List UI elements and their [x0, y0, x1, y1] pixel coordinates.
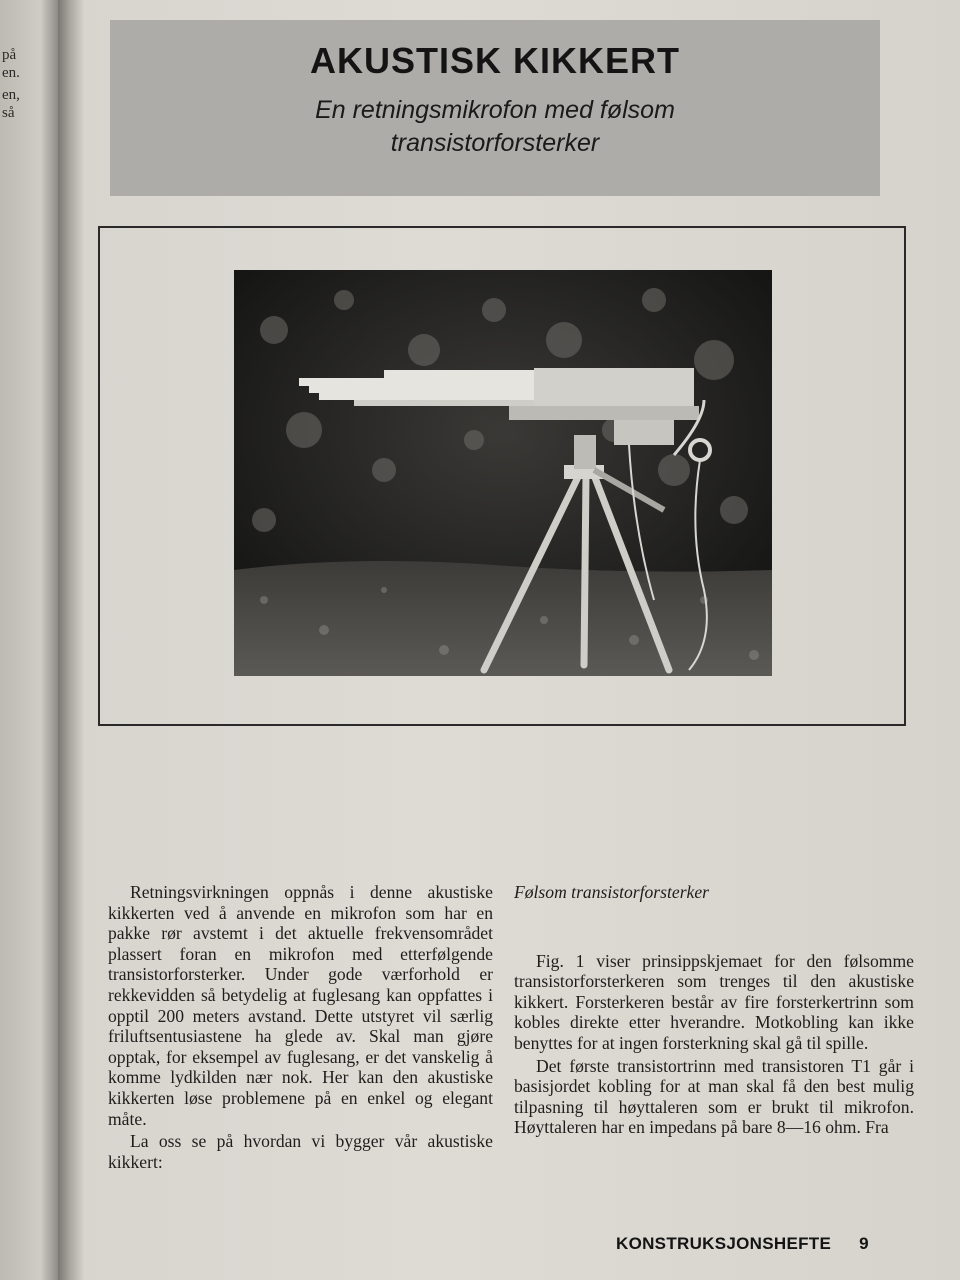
page-number: 9 — [859, 1234, 869, 1253]
header-banner — [110, 20, 880, 196]
facing-page-fragment: en. — [2, 65, 20, 81]
photo-frame — [98, 226, 906, 726]
facing-page-fragment: på — [2, 47, 17, 63]
publication-name: KONSTRUKSJONSHEFTE — [616, 1234, 832, 1253]
body-paragraph: La oss se på hvordan vi bygger vår akustiske kikkert: — [108, 1131, 493, 1172]
body-paragraph: Retningsvirkningen oppnås i denne akustiske kikkerten ved å anvende en mikrofon som har en pakke rør avstemt i det aktuelle frekvensområdet plassert foran en mikrofon med etterfølgende transistorforsterker. Under gode værforhold er rekkevidden så betydelig at fuglesang kan oppfattes i opptil 200 meters avstand. Dette utstyret vil særlig friluftsentusiastene ha glede av. Skal man gjøre opptak, for eksempel av fuglesang, er det vanskelig å komme lydkilden nær nok. Her kan den akustiske kikkerten løse problemene på en enkel og elegant måte. — [108, 882, 493, 1129]
section-heading: Følsom transistorforsterker — [514, 882, 710, 902]
article-subtitle: En retningsmikrofon med følsom transistorforsterker — [315, 96, 675, 157]
facing-page-fragment: en, — [2, 87, 20, 103]
directional-microphone-on-tripod-photo — [234, 270, 772, 676]
page-footer — [616, 1234, 869, 1254]
magazine-page — [84, 0, 960, 1280]
left-text-column — [108, 882, 493, 1172]
book-gutter — [58, 0, 84, 1280]
facing-page-fragment: så — [2, 105, 15, 121]
body-paragraph: Det første transistortrinn med transistoren T1 går i basisjordet kobling for at man skal få den best mulig tilpasning til høyttaleren som er brukt til mikrofon. Høyttaleren har en impedans på bare 8—16 ohm. Fra — [514, 1055, 914, 1138]
right-text-column — [514, 882, 914, 1138]
body-paragraph: Fig. 1 viser prinsippskjemaet for den følsomme transistorforsterkeren som trenges til den akustiske kikkert. Forsterkeren består av fire forsterkertrinn som kobles direkte etter hverandre. Motkobling kan ikke benyttes for at ingen forsterkning skal gå til spille. — [514, 950, 914, 1053]
article-title: AKUSTISK KIKKERT — [309, 40, 680, 81]
facing-page-edge — [0, 0, 58, 1280]
